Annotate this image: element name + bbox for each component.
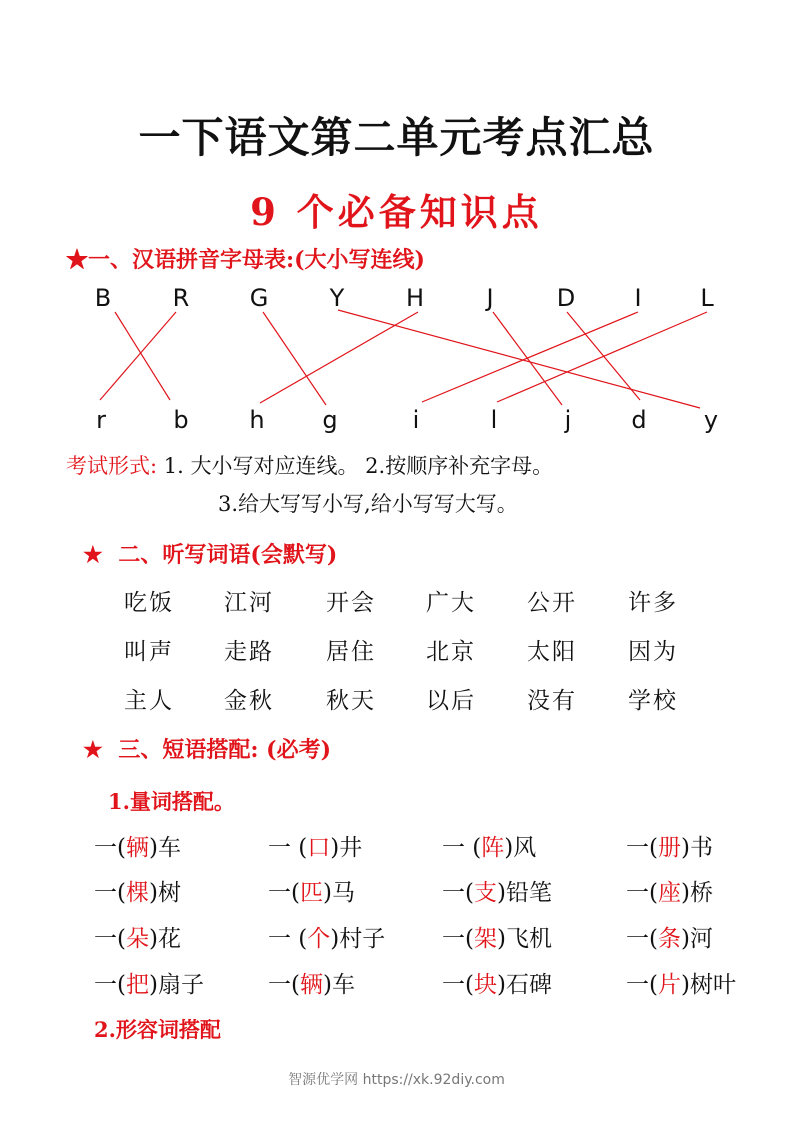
word: 许多: [628, 590, 678, 616]
star-icon: ★: [83, 542, 103, 568]
section3-heading: ★ 三、短语搭配: (必考): [83, 737, 332, 763]
section1-heading: ★一、汉语拼音字母表:(大小写连线): [66, 247, 425, 273]
exam-format: [66, 450, 553, 480]
upper-letter: B: [94, 284, 112, 312]
measure-phrase: 一(块)石碑: [442, 972, 552, 998]
measure-word-subheading: 1.量词搭配。: [108, 789, 235, 814]
word: 广大: [426, 590, 476, 616]
measure-phrase: 一 (口)井: [268, 835, 363, 861]
word: 学校: [628, 688, 678, 714]
measure-phrase: 一 (个)村子: [268, 926, 386, 952]
word: 吃饭: [124, 590, 174, 616]
page-subtitle: 9 个必备知识点: [250, 190, 543, 234]
exam-label: 考试形式:: [66, 454, 158, 478]
word: 开会: [326, 590, 376, 616]
page-title: 一下语文第二单元考点汇总: [138, 113, 655, 162]
word: 主人: [124, 688, 174, 714]
lower-letter: b: [173, 406, 189, 434]
exam-line2: 3.给大写写小写,给小写写大写。: [218, 492, 518, 516]
word: 以后: [426, 688, 476, 714]
word: 没有: [527, 688, 577, 714]
measure-phrase: 一(支)铅笔: [442, 880, 552, 906]
upper-letter: I: [634, 284, 642, 312]
measure-phrase: 一(辆)车: [94, 835, 181, 861]
word: 太阳: [527, 639, 577, 665]
match-line-y: [338, 310, 700, 408]
measure-phrase: 一 (阵)风: [442, 835, 537, 861]
measure-phrase: 一(座)桥: [626, 880, 713, 906]
exam-line1: 1. 大小写对应连线。 2.按顺序补充字母。: [163, 454, 554, 478]
upper-letter: D: [556, 284, 576, 312]
lower-letter: r: [96, 406, 106, 434]
measure-phrase: 一(朵)花: [94, 926, 181, 952]
word: 北京: [426, 639, 476, 665]
lower-letter: d: [631, 406, 647, 434]
measure-phrase: 一(把)扇子: [94, 972, 204, 998]
measure-phrase: 一(册)书: [626, 835, 713, 861]
match-line-h: [260, 312, 418, 403]
measure-phrase: 一(条)河: [626, 926, 713, 952]
measure-phrase: 一(片)树叶: [626, 972, 736, 998]
lower-letter: h: [249, 406, 265, 434]
word: 叫声: [124, 639, 174, 665]
upper-letter: Y: [329, 284, 345, 312]
measure-phrase: 一(辆)车: [268, 972, 355, 998]
section2-heading: ★ 二、听写词语(会默写): [83, 542, 338, 568]
lower-letter: g: [322, 406, 338, 434]
word: 江河: [224, 590, 274, 616]
lower-letter: l: [490, 406, 498, 434]
upper-letter: H: [405, 284, 425, 312]
upper-letter: G: [249, 284, 269, 312]
measure-phrase: 一(匹)马: [268, 880, 355, 906]
adjective-subheading: 2.形容词搭配: [94, 1017, 221, 1042]
word: 居住: [326, 639, 376, 665]
upper-letter: R: [172, 284, 190, 312]
footer-watermark: 智源优学网 https://xk.92diy.com: [288, 1072, 505, 1088]
word: 因为: [628, 639, 678, 665]
upper-letter: J: [486, 284, 494, 312]
match-line-b: [115, 312, 170, 400]
match-line-r: [100, 312, 176, 400]
lower-letter: y: [703, 406, 719, 434]
star-icon: ★: [83, 737, 103, 763]
upper-letter: L: [700, 284, 714, 312]
word: 走路: [224, 639, 274, 665]
measure-phrase: 一(架)飞机: [442, 926, 552, 952]
lower-letter: j: [564, 406, 572, 434]
match-line-g: [263, 312, 326, 405]
word: 秋天: [326, 688, 376, 714]
word: 公开: [527, 590, 577, 616]
word: 金秋: [224, 688, 274, 714]
measure-phrase: 一(棵)树: [94, 880, 181, 906]
lower-letter: i: [412, 406, 420, 434]
